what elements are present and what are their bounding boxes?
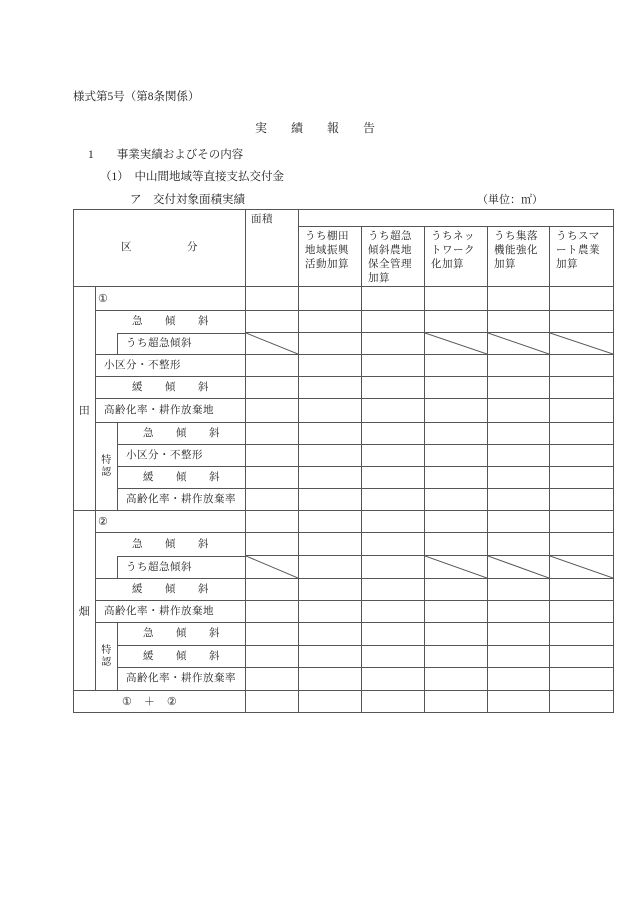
row-label-very-steep: うち超急傾斜	[118, 556, 246, 579]
section-1-heading: 1 事業実績およびその内容	[88, 149, 244, 161]
data-cell	[425, 355, 488, 377]
data-cell	[299, 467, 362, 489]
data-cell	[246, 287, 299, 311]
row-label-subtotal-1: ①	[96, 287, 246, 311]
data-cell	[488, 467, 550, 489]
row-label-very-steep: うち超急傾斜	[118, 333, 246, 355]
data-cell	[362, 489, 425, 511]
data-cell	[246, 511, 299, 533]
data-cell	[425, 668, 488, 691]
data-cell	[299, 533, 362, 556]
diagonal-line-icon	[425, 556, 487, 578]
data-cell	[488, 355, 550, 377]
data-cell-crossed	[550, 556, 614, 579]
data-cell	[299, 623, 362, 646]
area-results-table	[73, 209, 614, 713]
data-cell-crossed	[246, 556, 299, 579]
data-cell	[299, 399, 362, 423]
data-cell	[425, 377, 488, 399]
data-cell	[246, 579, 299, 601]
data-cell	[362, 556, 425, 579]
data-cell	[246, 423, 299, 445]
data-cell	[299, 668, 362, 691]
data-cell	[362, 579, 425, 601]
row-label-small-irregular: 小区分・不整形	[118, 445, 246, 467]
data-cell	[550, 691, 614, 713]
row-group-special-approval	[96, 423, 118, 511]
data-cell	[246, 467, 299, 489]
data-cell	[246, 311, 299, 333]
data-cell	[550, 399, 614, 423]
data-cell	[362, 668, 425, 691]
row-label-gentle: 緩 傾 斜	[96, 579, 246, 601]
row-group-field: 畑	[74, 511, 96, 691]
data-cell	[246, 489, 299, 511]
col-header-category: 区 分	[74, 210, 246, 287]
form-number: 様式第5号（第8条関係）	[73, 91, 200, 103]
data-cell	[488, 377, 550, 399]
row-label-small-irregular: 小区分・不整形	[96, 355, 246, 377]
data-cell	[550, 445, 614, 467]
col-header-addon-community: うち集落機能強化加算	[488, 227, 550, 287]
data-cell	[246, 533, 299, 556]
data-cell	[425, 489, 488, 511]
data-cell-crossed	[488, 556, 550, 579]
col-header-addon-smart: うちスマート農業加算	[550, 227, 614, 287]
data-cell	[246, 668, 299, 691]
data-cell	[299, 489, 362, 511]
data-cell	[246, 399, 299, 423]
diagonal-line-icon	[488, 333, 549, 354]
special-approval-label: 特認	[101, 455, 112, 478]
diagonal-line-icon	[246, 556, 298, 578]
data-cell	[362, 601, 425, 623]
data-cell	[246, 623, 299, 646]
data-cell	[550, 377, 614, 399]
data-cell	[362, 311, 425, 333]
data-cell	[299, 355, 362, 377]
data-cell	[425, 623, 488, 646]
data-cell	[299, 601, 362, 623]
data-cell	[246, 377, 299, 399]
diagonal-line-icon	[550, 556, 613, 578]
data-cell	[425, 533, 488, 556]
data-cell	[362, 355, 425, 377]
data-cell	[488, 601, 550, 623]
row-label-subtotal-2: ②	[96, 511, 246, 533]
data-cell-crossed	[246, 333, 299, 355]
row-label-steep: 急 傾 斜	[118, 423, 246, 445]
data-cell	[488, 511, 550, 533]
data-cell	[425, 311, 488, 333]
data-cell-crossed	[550, 333, 614, 355]
data-cell	[362, 533, 425, 556]
data-cell	[299, 556, 362, 579]
data-cell	[299, 579, 362, 601]
data-cell	[425, 601, 488, 623]
data-cell	[550, 601, 614, 623]
row-label-aging-land: 高齢化率・耕作放棄地	[96, 601, 246, 623]
data-cell	[488, 445, 550, 467]
data-cell	[488, 399, 550, 423]
data-cell	[425, 579, 488, 601]
col-header-area: 面積	[246, 210, 299, 287]
data-cell	[488, 579, 550, 601]
page-title: 実 績 報 告	[254, 121, 375, 135]
diagonal-line-icon	[246, 333, 298, 354]
data-cell	[550, 355, 614, 377]
col-header-addon-network: うちネットワーク化加算	[425, 227, 488, 287]
data-cell-crossed	[425, 333, 488, 355]
data-cell	[299, 311, 362, 333]
data-cell	[299, 511, 362, 533]
data-cell	[362, 467, 425, 489]
diagonal-line-icon	[550, 333, 613, 354]
row-label-aging-land: 高齢化率・耕作放棄地	[96, 399, 246, 423]
row-label-gentle: 緩 傾 斜	[118, 467, 246, 489]
data-cell	[362, 377, 425, 399]
row-label-aging-rate: 高齢化率・耕作放棄率	[118, 668, 246, 691]
unit-note: （単位：㎡）	[477, 194, 543, 206]
indent-cell	[96, 333, 118, 355]
data-cell	[246, 646, 299, 668]
data-cell	[550, 489, 614, 511]
data-cell	[550, 511, 614, 533]
data-cell	[550, 533, 614, 556]
data-cell	[550, 623, 614, 646]
row-label-gentle: 緩 傾 斜	[118, 646, 246, 668]
data-cell	[362, 691, 425, 713]
data-cell	[550, 423, 614, 445]
data-cell	[299, 445, 362, 467]
data-cell	[299, 377, 362, 399]
data-cell	[362, 445, 425, 467]
data-cell	[299, 333, 362, 355]
data-cell	[550, 579, 614, 601]
data-cell	[488, 533, 550, 556]
row-label-total: ① ＋ ②	[74, 691, 246, 713]
data-cell	[425, 423, 488, 445]
data-cell	[550, 311, 614, 333]
data-cell	[550, 646, 614, 668]
row-label-steep: 急 傾 斜	[96, 533, 246, 556]
data-cell	[299, 691, 362, 713]
special-approval-label: 特認	[101, 645, 112, 668]
data-cell	[299, 423, 362, 445]
data-cell	[246, 601, 299, 623]
col-header-addon-tanada: うち棚田地域振興活動加算	[299, 227, 362, 287]
data-cell	[362, 646, 425, 668]
data-cell	[425, 511, 488, 533]
indent-cell	[96, 556, 118, 579]
data-cell	[425, 646, 488, 668]
data-cell	[550, 287, 614, 311]
data-cell	[425, 445, 488, 467]
data-cell	[362, 333, 425, 355]
row-label-steep: 急 傾 斜	[118, 623, 246, 646]
data-cell	[425, 467, 488, 489]
data-cell	[362, 399, 425, 423]
data-cell	[425, 399, 488, 423]
data-cell	[488, 489, 550, 511]
data-cell	[488, 311, 550, 333]
data-cell	[488, 287, 550, 311]
data-cell	[246, 691, 299, 713]
data-cell	[488, 668, 550, 691]
data-cell	[550, 668, 614, 691]
data-cell	[488, 423, 550, 445]
data-cell	[362, 423, 425, 445]
data-cell	[362, 287, 425, 311]
data-cell	[362, 623, 425, 646]
row-label-steep: 急 傾 斜	[96, 311, 246, 333]
diagonal-line-icon	[488, 556, 549, 578]
row-label-gentle: 緩 傾 斜	[96, 377, 246, 399]
section-1-1-heading: （1） 中山間地域等直接支払交付金	[100, 171, 284, 183]
header-strip	[299, 210, 614, 227]
data-cell	[246, 445, 299, 467]
diagonal-line-icon	[425, 333, 487, 354]
data-cell	[299, 287, 362, 311]
data-cell-crossed	[488, 333, 550, 355]
data-cell	[362, 511, 425, 533]
row-group-paddy: 田	[74, 287, 96, 511]
data-cell	[488, 691, 550, 713]
section-1-1-a-heading: ア 交付対象面積実績	[130, 194, 245, 206]
data-cell	[425, 287, 488, 311]
row-group-special-approval	[96, 623, 118, 691]
data-cell	[299, 646, 362, 668]
data-cell	[550, 467, 614, 489]
data-cell	[425, 691, 488, 713]
data-cell	[246, 355, 299, 377]
col-header-addon-super-steep: うち超急傾斜農地保全管理加算	[362, 227, 425, 287]
data-cell	[488, 646, 550, 668]
data-cell	[488, 623, 550, 646]
row-label-aging-rate: 高齢化率・耕作放棄率	[118, 489, 246, 511]
data-cell-crossed	[425, 556, 488, 579]
